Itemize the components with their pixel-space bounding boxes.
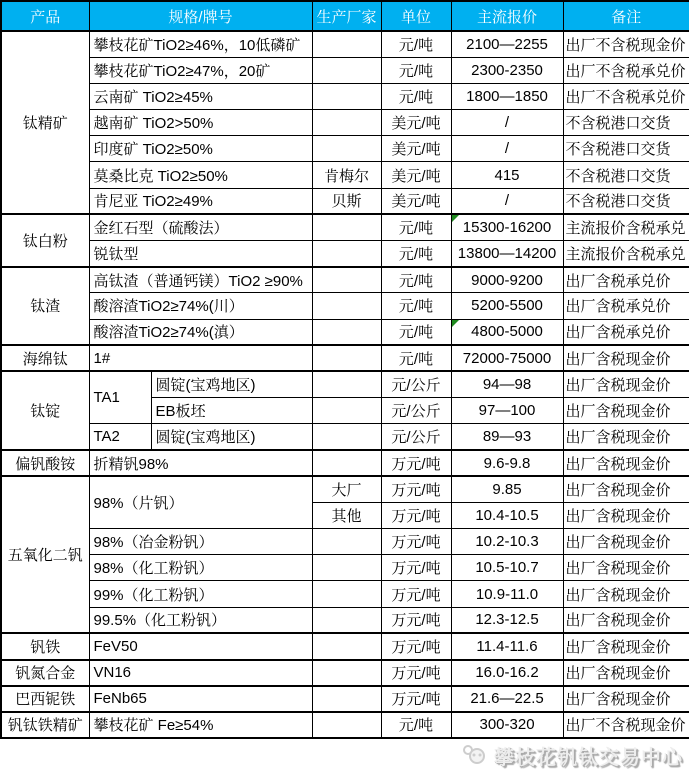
spec-cell: VN16 xyxy=(89,660,312,686)
maker-cell xyxy=(312,660,381,686)
table-row xyxy=(1,31,689,57)
table-row xyxy=(1,660,689,686)
unit-cell: 美元/吨 xyxy=(381,162,451,188)
note-cell: 出厂含税现金价 xyxy=(563,345,689,371)
price-cell: / xyxy=(451,110,563,136)
maker-cell xyxy=(312,398,381,424)
maker-cell xyxy=(312,241,381,267)
price-cell: 2300-2350 xyxy=(451,57,563,83)
price-cell: 2100—2255 xyxy=(451,31,563,57)
spec-cell: 酸溶渣TiO2≥74%(川） xyxy=(89,293,312,319)
header-row xyxy=(1,1,689,31)
table-row xyxy=(1,529,689,555)
table-row xyxy=(1,424,689,450)
table-row xyxy=(1,450,689,476)
spec-grade-cell: TA2 xyxy=(89,424,151,450)
unit-cell: 美元/吨 xyxy=(381,188,451,214)
table-row xyxy=(1,555,689,581)
unit-cell: 万元/吨 xyxy=(381,450,451,476)
table-row xyxy=(1,581,689,607)
table-row xyxy=(1,241,689,267)
price-cell: 94—98 xyxy=(451,371,563,397)
note-cell: 出厂不含税承兑价 xyxy=(563,83,689,109)
table-row xyxy=(1,476,689,502)
maker-cell xyxy=(312,57,381,83)
table-row xyxy=(1,371,689,397)
note-cell: 出厂含税现金价 xyxy=(563,450,689,476)
price-cell: 12.3-12.5 xyxy=(451,607,563,633)
footer xyxy=(0,739,689,771)
note-cell: 出厂含税现金价 xyxy=(563,660,689,686)
product-cell: 巴西铌铁 xyxy=(1,686,89,712)
maker-cell xyxy=(312,136,381,162)
price-cell: 89—93 xyxy=(451,424,563,450)
spec-cell: 98%（片钒） xyxy=(89,476,312,528)
comment-marker-icon xyxy=(452,320,459,327)
spec-cell: 攀枝花矿TiO2≥46%，10低磷矿 xyxy=(89,31,312,57)
unit-cell: 元/公斤 xyxy=(381,424,451,450)
note-cell: 出厂不含税现金价 xyxy=(563,31,689,57)
spec-cell: 金红石型（硫酸法） xyxy=(89,214,312,240)
product-cell: 钒氮合金 xyxy=(1,660,89,686)
note-cell: 出厂含税现金价 xyxy=(563,398,689,424)
unit-cell: 万元/吨 xyxy=(381,633,451,659)
price-cell: 15300-16200 xyxy=(451,214,563,240)
unit-cell: 元/吨 xyxy=(381,214,451,240)
header-cell-maker: 生产厂家 xyxy=(312,1,381,31)
note-cell: 出厂不含税承兑价 xyxy=(563,57,689,83)
note-cell: 出厂含税现金价 xyxy=(563,555,689,581)
unit-cell: 元/吨 xyxy=(381,712,451,738)
header-cell-unit: 单位 xyxy=(381,1,451,31)
product-cell: 钒铁 xyxy=(1,633,89,659)
price-cell: 13800—14200 xyxy=(451,241,563,267)
spec-cell: 越南矿 TiO2>50% xyxy=(89,110,312,136)
note-cell: 出厂含税现金价 xyxy=(563,607,689,633)
note-cell: 出厂含税承兑价 xyxy=(563,293,689,319)
unit-cell: 万元/吨 xyxy=(381,476,451,502)
note-cell: 出厂不含税现金价 xyxy=(563,712,689,738)
product-cell: 钛白粉 xyxy=(1,214,89,266)
unit-cell: 万元/吨 xyxy=(381,660,451,686)
note-cell: 出厂含税现金价 xyxy=(563,424,689,450)
note-cell: 出厂含税现金价 xyxy=(563,529,689,555)
unit-cell: 美元/吨 xyxy=(381,110,451,136)
price-cell: 16.0-16.2 xyxy=(451,660,563,686)
price-cell: 10.4-10.5 xyxy=(451,502,563,528)
price-cell: 4800-5000 xyxy=(451,319,563,345)
header-cell-note: 备注 xyxy=(563,1,689,31)
spec-cell: 莫桑比克 TiO2≥50% xyxy=(89,162,312,188)
maker-cell xyxy=(312,110,381,136)
spec-variant-cell: 圆锭(宝鸡地区) xyxy=(151,371,312,397)
spec-cell: 99.5%（化工粉钒） xyxy=(89,607,312,633)
spec-cell: 攀枝花矿TiO2≥47%，20矿 xyxy=(89,57,312,83)
table-row xyxy=(1,345,689,371)
table-row xyxy=(1,607,689,633)
header-cell-price: 主流报价 xyxy=(451,1,563,31)
price-cell: 10.5-10.7 xyxy=(451,555,563,581)
product-cell: 钒钛铁精矿 xyxy=(1,712,89,738)
unit-cell: 美元/吨 xyxy=(381,136,451,162)
table-row xyxy=(1,214,689,240)
maker-cell xyxy=(312,555,381,581)
product-cell: 五氧化二钒 xyxy=(1,476,89,633)
price-cell: 10.9-11.0 xyxy=(451,581,563,607)
table-row xyxy=(1,110,689,136)
unit-cell: 元/吨 xyxy=(381,57,451,83)
price-cell: 10.2-10.3 xyxy=(451,529,563,555)
note-cell: 不含税港口交货 xyxy=(563,162,689,188)
maker-cell: 其他 xyxy=(312,502,381,528)
price-cell: 5200-5500 xyxy=(451,293,563,319)
unit-cell: 元/吨 xyxy=(381,293,451,319)
spec-cell: 1# xyxy=(89,345,312,371)
maker-cell: 肯梅尔 xyxy=(312,162,381,188)
comment-marker-icon xyxy=(452,215,459,222)
spec-cell: 酸溶渣TiO2≥74%(滇） xyxy=(89,319,312,345)
price-cell: 21.6—22.5 xyxy=(451,686,563,712)
unit-cell: 万元/吨 xyxy=(381,607,451,633)
spec-variant-cell: 圆锭(宝鸡地区) xyxy=(151,424,312,450)
note-cell: 出厂含税现金价 xyxy=(563,686,689,712)
maker-cell xyxy=(312,83,381,109)
price-cell: 11.4-11.6 xyxy=(451,633,563,659)
maker-cell xyxy=(312,214,381,240)
maker-cell xyxy=(312,345,381,371)
note-cell: 出厂含税现金价 xyxy=(563,633,689,659)
table-row xyxy=(1,319,689,345)
price-cell: 97—100 xyxy=(451,398,563,424)
price-cell: 9000-9200 xyxy=(451,267,563,293)
product-cell: 海绵钛 xyxy=(1,345,89,371)
unit-cell: 元/吨 xyxy=(381,241,451,267)
table-row xyxy=(1,83,689,109)
price-cell: 1800—1850 xyxy=(451,83,563,109)
unit-cell: 万元/吨 xyxy=(381,686,451,712)
table-row xyxy=(1,293,689,319)
price-cell: 72000-75000 xyxy=(451,345,563,371)
unit-cell: 万元/吨 xyxy=(381,502,451,528)
spec-cell: 99%（化工粉钒） xyxy=(89,581,312,607)
price-cell: / xyxy=(451,136,563,162)
unit-cell: 元/吨 xyxy=(381,345,451,371)
header-cell-spec: 规格/牌号 xyxy=(89,1,312,31)
maker-cell xyxy=(312,31,381,57)
product-cell: 钛渣 xyxy=(1,267,89,346)
product-cell: 钛锭 xyxy=(1,371,89,450)
spec-cell: FeV50 xyxy=(89,633,312,659)
price-cell: / xyxy=(451,188,563,214)
maker-cell xyxy=(312,319,381,345)
spec-cell: 攀枝花矿 Fe≥54% xyxy=(89,712,312,738)
table-row xyxy=(1,188,689,214)
unit-cell: 元/公斤 xyxy=(381,371,451,397)
spec-variant-cell: EB板坯 xyxy=(151,398,312,424)
note-cell: 出厂含税现金价 xyxy=(563,371,689,397)
spec-cell: FeNb65 xyxy=(89,686,312,712)
note-cell: 出厂含税现金价 xyxy=(563,581,689,607)
maker-cell: 大厂 xyxy=(312,476,381,502)
exchange-logo-icon xyxy=(460,743,488,767)
unit-cell: 元/公斤 xyxy=(381,398,451,424)
table-row xyxy=(1,57,689,83)
unit-cell: 元/吨 xyxy=(381,83,451,109)
maker-cell xyxy=(312,293,381,319)
note-cell: 出厂含税现金价 xyxy=(563,476,689,502)
note-cell: 出厂含税承兑价 xyxy=(563,319,689,345)
price-cell: 415 xyxy=(451,162,563,188)
maker-cell xyxy=(312,371,381,397)
maker-cell xyxy=(312,686,381,712)
unit-cell: 万元/吨 xyxy=(381,529,451,555)
note-cell: 不含税港口交货 xyxy=(563,136,689,162)
maker-cell xyxy=(312,581,381,607)
spec-cell: 云南矿 TiO2≥45% xyxy=(89,83,312,109)
maker-cell: 贝斯 xyxy=(312,188,381,214)
spec-cell: 98%（冶金粉钒） xyxy=(89,529,312,555)
unit-cell: 元/吨 xyxy=(381,267,451,293)
maker-cell xyxy=(312,633,381,659)
maker-cell xyxy=(312,450,381,476)
table-row xyxy=(1,162,689,188)
maker-cell xyxy=(312,607,381,633)
watermark-text: 攀枝花钒钛交易中心 xyxy=(494,746,683,769)
note-cell: 主流报价含税承兑 xyxy=(563,214,689,240)
price-cell: 9.85 xyxy=(451,476,563,502)
note-cell: 不含税港口交货 xyxy=(563,110,689,136)
spec-cell: 肯尼亚 TiO2≥49% xyxy=(89,188,312,214)
table-row xyxy=(1,633,689,659)
note-cell: 主流报价含税承兑 xyxy=(563,241,689,267)
maker-cell xyxy=(312,712,381,738)
spec-cell: 折精钒98% xyxy=(89,450,312,476)
price-cell: 9.6-9.8 xyxy=(451,450,563,476)
table-row xyxy=(1,267,689,293)
product-cell: 偏钒酸铵 xyxy=(1,450,89,476)
spec-cell: 印度矿 TiO2≥50% xyxy=(89,136,312,162)
header-cell-product: 产品 xyxy=(1,1,89,31)
note-cell: 不含税港口交货 xyxy=(563,188,689,214)
maker-cell xyxy=(312,529,381,555)
unit-cell: 万元/吨 xyxy=(381,581,451,607)
spec-cell: 98%（化工粉钒） xyxy=(89,555,312,581)
table-row xyxy=(1,686,689,712)
price-cell: 300-320 xyxy=(451,712,563,738)
maker-cell xyxy=(312,267,381,293)
unit-cell: 万元/吨 xyxy=(381,555,451,581)
table-row xyxy=(1,136,689,162)
spec-cell: 高钛渣（普通钙镁）TiO2 ≥90% xyxy=(89,267,312,293)
maker-cell xyxy=(312,424,381,450)
note-cell: 出厂含税承兑价 xyxy=(563,267,689,293)
product-cell: 钛精矿 xyxy=(1,31,89,214)
note-cell: 出厂含税现金价 xyxy=(563,502,689,528)
unit-cell: 元/吨 xyxy=(381,31,451,57)
unit-cell: 元/吨 xyxy=(381,319,451,345)
spec-grade-cell: TA1 xyxy=(89,371,151,423)
spec-cell: 锐钛型 xyxy=(89,241,312,267)
table-row xyxy=(1,712,689,738)
